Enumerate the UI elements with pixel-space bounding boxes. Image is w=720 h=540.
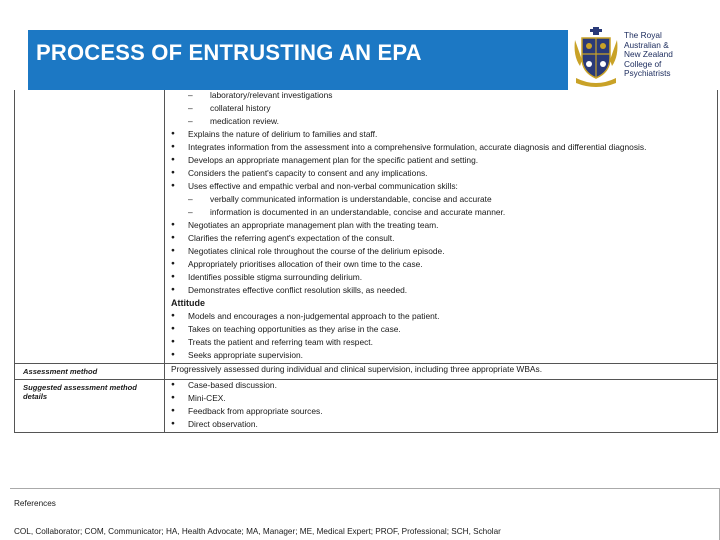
list-item: ● Demonstrates effective conflict resolution skills, as needed. <box>171 285 713 295</box>
college-crest-icon <box>572 26 620 88</box>
list-item: ● Negotiates an appropriate management plan with the treating team. <box>171 220 713 230</box>
list-item: ● Uses effective and empathic verbal and non-verbal communication skills: <box>171 181 713 191</box>
list-item: – collateral history <box>171 103 713 113</box>
content-cell <box>165 90 717 363</box>
list-item: ● Direct observation. <box>171 419 713 429</box>
list-item: – verbally communicated information is understandable, concise and accurate <box>171 194 713 204</box>
page-title: PROCESS OF ENTRUSTING AN EPA <box>36 40 422 65</box>
college-name: The Royal Australian & New Zealand College of Psychiatrists <box>624 30 673 79</box>
content-row <box>15 90 717 364</box>
list-item: – medication review. <box>171 116 713 126</box>
list-item: ● Models and encourages a non-judgemental approach to the patient. <box>171 311 713 321</box>
empty-label-cell <box>15 90 165 363</box>
list-item: ● Treats the patient and referring team with respect. <box>171 337 713 347</box>
section-heading-attitude: Attitude <box>171 298 205 308</box>
list-item: ● Identifies possible stigma surrounding delirium. <box>171 272 713 282</box>
assessment-method-text: Progressively assessed during individual and clinical supervision, including three appropriate WBAs. <box>171 364 543 374</box>
list-item: ● Mini-CEX. <box>171 393 713 403</box>
list-item: ● Considers the patient's capacity to consent and any implications. <box>171 168 713 178</box>
list-item: ● Seeks appropriate supervision. <box>171 350 713 360</box>
list-item: ● Integrates information from the assessment into a comprehensive formulation, accurate diagnosis and differential diagnosis. <box>171 142 713 152</box>
list-item: ● Appropriately prioritises allocation of their own time to the case. <box>171 259 713 269</box>
list-item: ● Feedback from appropriate sources. <box>171 406 713 416</box>
title-bar <box>28 30 568 90</box>
list-item: ● Takes on teaching opportunities as they arise in the case. <box>171 324 713 334</box>
references-box <box>10 488 720 540</box>
suggested-assessment-list <box>165 380 717 432</box>
references-label: References <box>14 499 56 508</box>
assessment-method-label: Assessment method <box>15 364 165 379</box>
suggested-assessment-row <box>15 380 717 433</box>
list-item: – information is documented in an understandable, concise and accurate manner. <box>171 207 713 217</box>
list-item: ● Case-based discussion. <box>171 380 713 390</box>
list-item: ● Develops an appropriate management plan for the specific patient and setting. <box>171 155 713 165</box>
abbreviations-legend: COL, Collaborator; COM, Communicator; HA, Health Advocate; MA, Manager; ME, Medical Expert; PROF, Professional; SCH, Scholar <box>14 527 501 536</box>
assessment-method-row <box>15 364 717 380</box>
epa-table <box>14 90 718 433</box>
college-logo <box>572 26 720 90</box>
list-item: ● Negotiates clinical role throughout the course of the delirium episode. <box>171 246 713 256</box>
list-item: ● Clarifies the referring agent's expectation of the consult. <box>171 233 713 243</box>
list-item: – laboratory/relevant investigations <box>171 90 713 100</box>
list-item: ● Explains the nature of delirium to families and staff. <box>171 129 713 139</box>
suggested-assessment-label: Suggested assessment method details <box>15 380 165 432</box>
